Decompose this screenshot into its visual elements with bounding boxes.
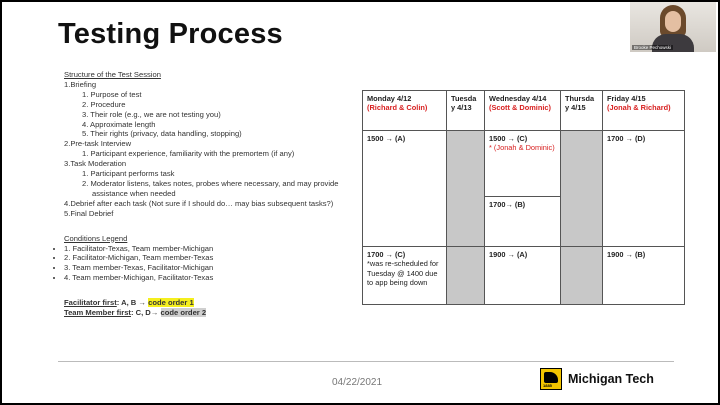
friday-slot-1: 1700 → (D) [603, 131, 685, 247]
list-item: 1. Participant experience, familiarity with the premortem (if any) [82, 149, 295, 159]
header-tuesday: Tuesda y 4/13 [447, 91, 485, 131]
structure-item: 3.Task Moderation [64, 159, 127, 169]
moderation-list [64, 169, 344, 199]
session-structure [64, 70, 344, 318]
friday-slot-3: 1900 → (B) [603, 247, 685, 305]
wednesday-slot-2: 1700→ (B) [485, 197, 561, 247]
list-item: • 3. Team member-Texas, Facilitator-Michigan [64, 263, 344, 273]
list-item: 4. Approximate length [82, 119, 156, 129]
list-item: 2. Moderator listens, takes notes, probes where necessary, and may provide assistance when needed [82, 178, 339, 198]
wednesday-slot-3: 1900 → (A) [485, 247, 561, 305]
header-thursday: Thursda y 4/15 [561, 91, 603, 131]
conditions-heading: Conditions Legend [64, 233, 128, 243]
tuesday-slot-empty [447, 131, 485, 247]
footer-divider [58, 361, 674, 362]
briefing-list [64, 90, 344, 140]
structure-heading: Structure of the Test Session [64, 70, 161, 79]
team-first-line: Team Member first: C, D→ code order 2 [64, 308, 207, 318]
tuesday-slot-3-empty [447, 247, 485, 305]
monday-slot-3: 1700 → (C) *was re-scheduled for Tuesday @ 1400 due to app being down [363, 247, 447, 305]
pretask-list [64, 149, 344, 159]
presentation-slide [2, 2, 718, 403]
code-order-2-highlight: code order 2 [160, 308, 207, 318]
participant-video-tile[interactable] [630, 2, 716, 52]
thursday-slot-empty [561, 131, 603, 247]
structure-item: 2.Pre-task Interview [64, 139, 132, 149]
list-item: 3. Their role (e.g., we are not testing you) [82, 109, 221, 119]
facilitator-first-line: Facilitator first: A, B → code order 1 [64, 298, 194, 308]
list-item: • 1. Facilitator-Texas, Team member-Michigan [64, 244, 344, 254]
husky-logo-icon: 1885 [540, 368, 562, 390]
structure-item: 4.Debrief after each task (Not sure if I should do… may bias subsequent tasks?) [64, 198, 334, 208]
code-order-1-highlight: code order 1 [148, 298, 194, 308]
thursday-slot-3-empty [561, 247, 603, 305]
wednesday-slot-1: 1500 → (C) * (Jonah & Dominic) [485, 131, 561, 197]
list-item: • 2. Facilitator-Michigan, Team member-Texas [64, 253, 344, 263]
slide-title: Testing Process [58, 18, 283, 50]
list-item: • 4. Team member-Michigan, Facilitator-Texas [64, 273, 344, 283]
list-item: 1. Purpose of test [82, 89, 142, 99]
monday-slot-1: 1500 → (A) [363, 131, 447, 247]
schedule-table [362, 90, 685, 305]
header-wednesday: Wednesday 4/14 (Scott & Dominic) [485, 91, 561, 131]
slide-date: 04/22/2021 [332, 377, 383, 388]
header-friday: Friday 4/15 (Jonah & Richard) [603, 91, 685, 131]
structure-item: 1.Briefing [64, 79, 97, 89]
participant-avatar [665, 11, 681, 32]
structure-item: 5.Final Debrief [64, 208, 114, 218]
list-item: 2. Procedure [82, 99, 126, 109]
header-monday: Monday 4/12 (Richard & Colin) [363, 91, 447, 131]
conditions-list [64, 244, 344, 284]
participant-name: Brooke Pechowski [634, 45, 672, 50]
list-item: 5. Their rights (privacy, data handling, stopping) [82, 129, 242, 139]
michigan-tech-logo [540, 368, 654, 390]
logo-name: Michigan Tech [568, 372, 654, 386]
list-item: 1. Participant performs task [82, 169, 175, 179]
